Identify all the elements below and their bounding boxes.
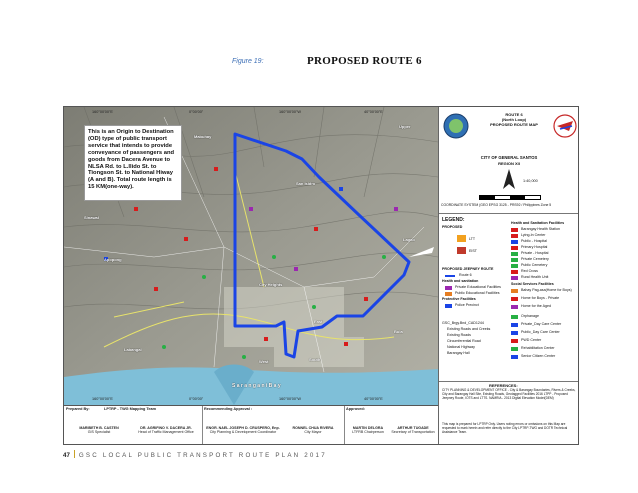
region-name: REGION XII <box>498 161 520 166</box>
place-label: Sinawal <box>84 215 99 220</box>
legend-label: EIST <box>469 249 477 253</box>
legend-label: Circumferential Road <box>447 339 481 343</box>
city-name: CITY OF GENERAL SANTOS <box>480 155 538 160</box>
place-label: San Isidro <box>296 181 316 186</box>
signatory: ARTHUR TUGADE Secretary of Transportation <box>391 426 435 435</box>
legend-label: Health and sanitation <box>442 279 479 283</box>
legend-panel <box>438 107 579 444</box>
coord-label: 0°00'00" <box>189 110 204 114</box>
legend-label: Bahay Pag-asa(Home for Boys) <box>521 288 572 292</box>
approved-label: Approved: <box>346 407 365 411</box>
figure-title: PROPOSED ROUTE 6 <box>307 55 422 67</box>
north-arrow-icon <box>499 167 519 193</box>
place-label: Labangal <box>124 347 142 352</box>
page-number: 47 <box>63 452 70 459</box>
place-label: Mabuhay <box>194 134 212 139</box>
legend-label: Protective Facilities <box>442 297 476 301</box>
legend-label: Private Educational Facilities <box>455 285 501 289</box>
legend-label: Private_Day Care Center <box>521 322 562 326</box>
recommending-label: Recommending Approval : <box>204 407 253 411</box>
references-text: CITY PLANNING & DEVELOPMENT OFFICE - City & Barangay Boundaries, Rivers & Creeks, City and Barangay Hall Site, Existing Roads, Geotagged Facilities 2016 LTPP - Proposed Jeepney Route, IOTS and LTTS. NAMRIA - 2013 Digital Elevation Model(DEM) <box>442 388 576 400</box>
legend-label: PROPOSED JEEPNEY ROUTE <box>442 267 494 271</box>
legend-label: Rural Health Unit <box>521 275 549 279</box>
disclaimer-text: This map is prepared for LPTRP Only. Users noting errors or omissions on this Map are requested to mark herein and refer directly to the City LPTRP-TWG and DOTR Technical Assistance Team. <box>442 422 568 434</box>
footer-text: GSC LOCAL PUBLIC TRANSPORT ROUTE PLAN 2017 <box>78 452 327 459</box>
signatory: RONNEL CHUA RIVERA City Mayor <box>292 426 334 435</box>
legend-label: National Highway <box>447 345 475 349</box>
figure-label: Figure 19: <box>232 58 264 65</box>
legend-label: GSC_Brgy.Bnd_CAD1244 <box>442 321 484 325</box>
legend-label: Barangay Health Station <box>521 227 560 231</box>
legend-label: Police Precinct <box>455 303 479 307</box>
coord-label: 160°00'00"W <box>279 397 301 401</box>
map-frame <box>63 106 579 445</box>
signatory: MARTIN DELGRA LTFRB Chairperson <box>352 426 384 435</box>
water-label: S a r a n g a n i B a y <box>232 383 281 389</box>
scale-label: 1:40,000 <box>523 179 538 183</box>
legend-label: Public Cemetery <box>521 263 548 267</box>
coord-label: 160°00'00"W <box>279 110 301 114</box>
legend-label: Primary Hospital <box>521 245 548 249</box>
legend-label: Social Services Facilities <box>511 282 554 286</box>
legend-label: PWD Center <box>521 338 542 342</box>
coord-label: 40°00'00"E <box>364 397 383 401</box>
legend-label: Private - Hospital <box>521 251 549 255</box>
references-header: REFERENCES: <box>489 383 518 388</box>
legend-label: Home for Boys - Private <box>521 296 560 300</box>
legend-label: Existing Roads <box>447 333 471 337</box>
place-label: Apopong <box>104 257 122 262</box>
map-title-block <box>479 112 549 146</box>
legend-label: Private Cemetery <box>521 257 549 261</box>
team-label: LPTRP - TWG Mapping Team <box>104 407 156 411</box>
place-label: East <box>314 319 323 324</box>
legend-title: LEGEND: <box>442 217 465 223</box>
legend-label: Barangay Hall <box>447 351 470 355</box>
legend-label: Senior Citizen Center <box>521 354 556 358</box>
place-label: West <box>259 359 269 364</box>
legend-label: Public_Day Care Center <box>521 330 560 334</box>
legend-label: Public Educational Facilities <box>455 291 500 295</box>
legend-label: LTT <box>469 237 476 241</box>
legend-label: PROPOSED <box>442 225 463 229</box>
route-name: ROUTE 6 <box>505 112 523 117</box>
coord-label: 160°00'00"E <box>92 110 113 114</box>
legend-label: Existing Roads and Creeks <box>447 327 491 331</box>
coordinate-system: COORDINATE SYSTEM (GEO EPSG 3125 - PRS92 / Philippines Zone 5 <box>441 203 552 207</box>
legend-label: Public - Hospital <box>521 239 547 243</box>
coord-label: 40°00'00"E <box>364 110 383 114</box>
legend-label: Route 6 <box>459 273 472 277</box>
route-direction: (North Loop) <box>501 117 527 122</box>
signature-block <box>64 397 438 445</box>
legend-label: Home for the Aged <box>521 304 551 308</box>
legend-label: Red Cross <box>521 269 538 273</box>
place-label: City Heights <box>259 282 283 287</box>
place-label: Bula <box>394 329 403 334</box>
map-area <box>64 107 438 405</box>
legend-label: Orphanage <box>521 314 539 318</box>
signatory: MARIBETH B. CASTEN GIS Specialist <box>79 426 119 435</box>
prepared-by-label: Prepared By: <box>66 407 90 411</box>
coord-label: 160°00'00"E <box>92 397 113 401</box>
route-description-box: This is an Origin to Destination (OD) type of public transport service that intends to provide conveyance of passengers and goods from Dacera Avenue to NLSA Rd. to L.llido St. to Tiongson St. to National Hiway (A and B). Total route length is 15 KM(one-way). <box>84 125 182 201</box>
signatory: DR. AGRIFINO V. DACERA JR. Head of Traffic Management Office <box>138 426 194 435</box>
place-label: South <box>309 357 321 362</box>
city-seal-icon <box>443 113 469 139</box>
legend-label: Health and Sanitation Facilities <box>511 221 565 225</box>
signatory: ENGR. NAEL JOSEPH D. CRUSPERO, Enp. City Planning & Development Coordinator <box>206 426 280 435</box>
place-label: Upper <box>399 124 411 129</box>
coord-label: 0°00'00" <box>189 397 204 401</box>
dotr-logo-icon <box>553 113 577 139</box>
map-name: PROPOSED ROUTE MAP <box>490 122 538 127</box>
page-footer <box>63 450 327 459</box>
legend-label: Rehabilitation Center <box>521 346 555 350</box>
legend-label: Lying-In Center <box>521 233 546 237</box>
place-label: Lagao <box>403 237 415 242</box>
scale-bar <box>479 195 541 200</box>
